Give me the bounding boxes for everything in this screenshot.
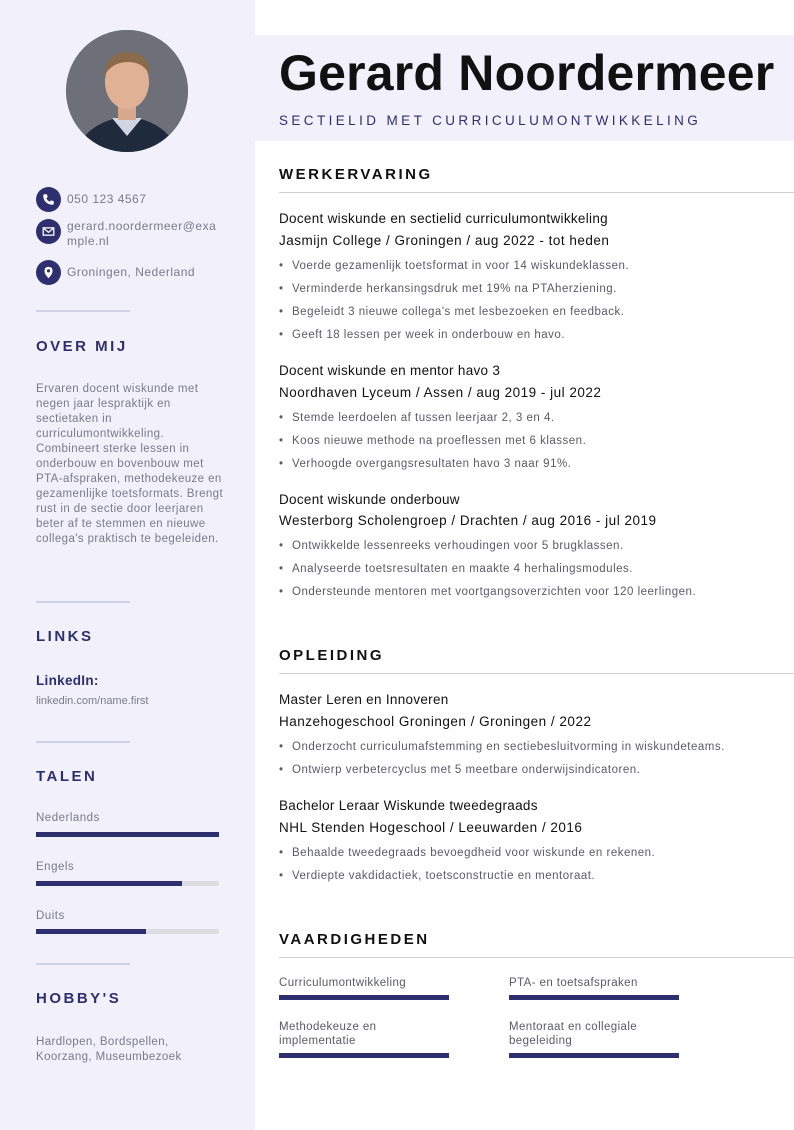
section-rule — [279, 673, 794, 674]
skill-label: Methodekeuze en implementatie — [279, 1021, 377, 1047]
bullet-item: • Verminderde herkansingsdruk met 19% na PTAherziening. — [279, 283, 617, 295]
job-title: Docent wiskunde en mentor havo 3 — [279, 363, 501, 378]
education-title: Bachelor Leraar Wiskunde tweedegraads — [279, 798, 538, 813]
bullet-item: • Stemde leerdoelen af tussen leerjaar 2, 3 en 4. — [279, 412, 555, 424]
education-title: Master Leren en Innoveren — [279, 692, 449, 707]
bullet-item: • Koos nieuwe methode na proeflessen met 6 klassen. — [279, 435, 586, 447]
bullet-item: • Geeft 18 lessen per week in onderbouw en havo. — [279, 329, 565, 341]
hobbies-text: Hardlopen, Bordspellen, Koorzang, Museumbezoek — [36, 1036, 182, 1063]
contact-location — [36, 260, 221, 285]
avatar — [66, 30, 188, 152]
language-bar — [36, 929, 219, 934]
bullet-item: • Voerde gezamenlijk toetsformat in voor 14 wiskundeklassen. — [279, 260, 629, 272]
phone-icon — [36, 187, 61, 212]
language-label: Nederlands — [36, 812, 100, 824]
education-heading: OPLEIDING — [279, 647, 385, 664]
about-text: Ervaren docent wiskunde met negen jaar lespraktijk en sectietaken in curriculumontwikkeling. Combineert sterke lessen in onderbouw en bovenbouw met PTA-afspraken, methodekeuze en gezamenlijke toetsformats. Brengt rust in de sectie door leerjaren beter af te stemmen en nieuwe collega's praktisch te begeleiden. — [36, 383, 224, 545]
skill-bar — [509, 995, 679, 1000]
languages-heading: TALEN — [36, 768, 98, 785]
phone-text: 050 123 4567 — [67, 192, 147, 206]
section-rule — [279, 192, 794, 193]
sidebar — [0, 0, 255, 1130]
divider — [36, 310, 130, 312]
linkedin-label: LinkedIn: — [36, 673, 99, 688]
person-title: SECTIELID MET CURRICULUMONTWIKKELING — [279, 113, 702, 128]
bullet-item: • Ontwikkelde lessenreeks verhoudingen voor 5 brugklassen. — [279, 540, 624, 552]
skill-bar — [279, 1053, 449, 1058]
experience-heading: WERKERVARING — [279, 166, 433, 183]
divider — [36, 601, 130, 603]
job-subtitle: Noordhaven Lyceum / Assen / aug 2019 - jul 2022 — [279, 385, 602, 400]
mail-icon — [36, 219, 61, 244]
contact-phone — [36, 187, 221, 212]
hobbies-heading: HOBBY'S — [36, 990, 122, 1007]
bullet-item: • Ondersteunde mentoren met voortgangsoverzichten voor 120 leerlingen. — [279, 586, 696, 598]
location-text: Groningen, Nederland — [67, 265, 196, 279]
education-subtitle: Hanzehogeschool Groningen / Groningen / 2022 — [279, 714, 592, 729]
bullet-item: • Ontwierp verbetercyclus met 5 meetbare onderwijsindicatoren. — [279, 764, 640, 776]
links-heading: LINKS — [36, 628, 94, 645]
language-label: Engels — [36, 861, 75, 873]
about-heading: OVER MIJ — [36, 338, 128, 355]
bullet-item: • Begeleidt 3 nieuwe collega's met lesbezoeken en feedback. — [279, 306, 624, 318]
skill-label: Mentoraat en collegiale begeleiding — [509, 1021, 638, 1047]
skill-label: PTA- en toetsafspraken — [509, 977, 638, 989]
divider — [36, 741, 130, 743]
bullet-item: • Verhoogde overgangsresultaten havo 3 naar 91%. — [279, 458, 571, 470]
location-pin-icon — [36, 260, 61, 285]
section-rule — [279, 957, 794, 958]
skill-bar — [279, 995, 449, 1000]
email-text[interactable]: gerard.noordermeer@example.nl — [67, 219, 217, 248]
language-bar — [36, 881, 219, 886]
person-name: Gerard Noordermeer — [279, 45, 775, 101]
job-subtitle: Westerborg Scholengroep / Drachten / aug 2016 - jul 2019 — [279, 513, 657, 528]
contact-email — [36, 219, 221, 249]
linkedin-link[interactable]: linkedin.com/name.first — [36, 695, 149, 707]
divider — [36, 963, 130, 965]
job-title: Docent wiskunde onderbouw — [279, 492, 460, 507]
bullet-item: • Analyseerde toetsresultaten en maakte 4 herhalingsmodules. — [279, 563, 633, 575]
job-subtitle: Jasmijn College / Groningen / aug 2022 - tot heden — [279, 233, 610, 248]
skill-bar — [509, 1053, 679, 1058]
bullet-item: • Verdiepte vakdidactiek, toetsconstructie en mentoraat. — [279, 870, 595, 882]
language-label: Duits — [36, 910, 65, 922]
bullet-item: • Behaalde tweedegraads bevoegdheid voor wiskunde en rekenen. — [279, 847, 655, 859]
job-title: Docent wiskunde en sectielid curriculumontwikkeling — [279, 211, 608, 226]
skill-label: Curriculumontwikkeling — [279, 977, 407, 989]
language-bar — [36, 832, 219, 837]
education-subtitle: NHL Stenden Hogeschool / Leeuwarden / 2016 — [279, 820, 583, 835]
skills-heading: VAARDIGHEDEN — [279, 931, 430, 948]
bullet-item: • Onderzocht curriculumafstemming en sectiebesluitvorming in wiskundeteams. — [279, 741, 725, 753]
